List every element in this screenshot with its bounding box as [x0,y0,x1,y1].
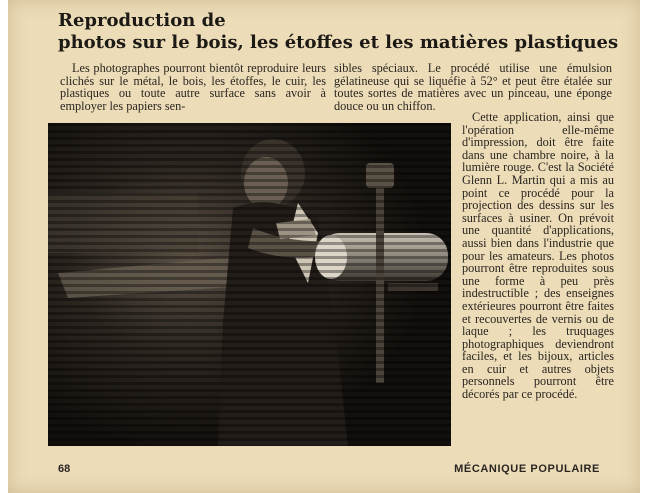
magazine-name: MÉCANIQUE POPULAIRE [454,463,600,475]
article-title-line-2: photos sur le bois, les étoffes et les matières plastiques [58,32,619,53]
article-title [58,10,618,54]
article-column-right-top: sibles spéciaux. Le procédé utilise une émulsion gélatineuse qui se liquéfie à 52° et peut être étalée sur toutes sortes de matières avec un pinceau, une éponge douce ou un chiffon. [334,61,612,113]
photo-man-using-projector [48,123,451,446]
article-photo [48,123,451,446]
magazine-page [8,0,640,493]
article-column-left: Les photographes pourront bientôt reproduire leurs clichés sur le métal, le bois, les étoffes, le cuir, les plastiques ou toute autre surface sans avoir à employer les papiers sen- [60,61,326,113]
article-column-narrow: Cette application, ainsi que l'opération elle-même d'impression, doit être faite dans une chambre noire, à la lumière rouge. C'est la Société Glenn L. Martin qui a mis au point ce procédé pour la projection des dessins sur les surfaces à usiner. On prévoit une quantité d'applications, aussi bien dans l'industrie que pour les amateurs. Les photos pourront être reproduites sous une forme à peu près indestructible ; des enseignes extérieures pourront être faites et recouvertes de vernis ou de laque ; les truquages photographiques deviendront faciles, et les bijoux, articles en cuir et autres objets personnels pourront être décorés par ce procédé. [462,110,614,402]
article-title-line-1: Reproduction de [58,10,226,31]
page-number: 68 [58,463,71,475]
